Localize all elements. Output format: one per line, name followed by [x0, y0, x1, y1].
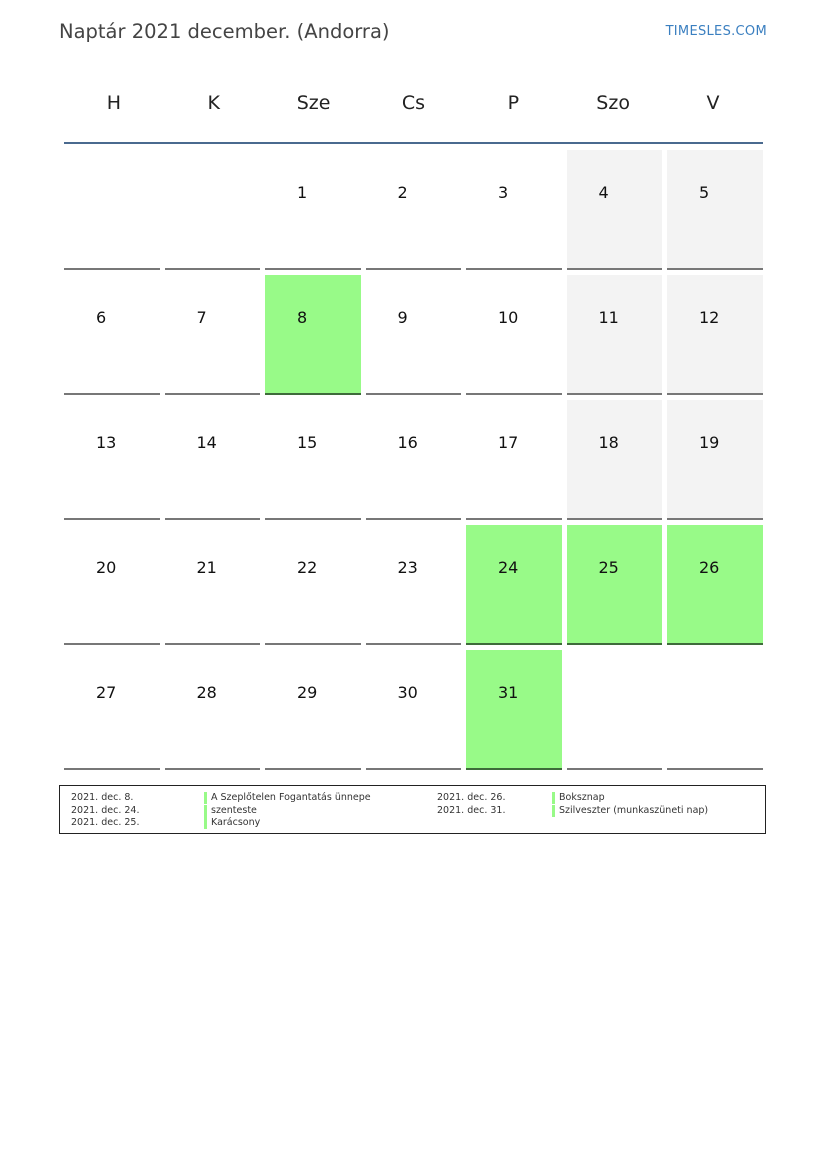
calendar-week-row — [64, 650, 763, 775]
day-number: 31 — [498, 683, 519, 702]
day-number: 17 — [498, 433, 519, 452]
day-number: 29 — [297, 683, 318, 702]
calendar-day-cell[interactable] — [667, 150, 763, 270]
calendar-day-cell[interactable] — [466, 400, 562, 520]
calendar-day-cell[interactable] — [567, 150, 663, 270]
calendar-day-cell[interactable] — [667, 400, 763, 520]
legend-holiday-name: A Szeplőtelen Fogantatás ünnepe — [211, 792, 371, 803]
day-number: 19 — [699, 433, 720, 452]
header-divider — [64, 142, 763, 144]
legend-date: 2021. dec. 31. — [437, 804, 506, 816]
legend-date: 2021. dec. 26. — [437, 792, 506, 803]
calendar-day-cell[interactable] — [366, 150, 462, 270]
weekday-label: V — [706, 92, 720, 114]
day-number: 2 — [397, 183, 408, 202]
calendar-day-cell[interactable] — [567, 275, 663, 395]
calendar-day-cell[interactable] — [466, 525, 562, 645]
calendar-day-cell[interactable] — [165, 400, 261, 520]
calendar-day-cell[interactable] — [466, 275, 562, 395]
weekday-label: Cs — [401, 92, 426, 114]
calendar-day-cell[interactable] — [667, 525, 763, 645]
weekday-label: Szo — [596, 92, 630, 114]
calendar-day-cell[interactable] — [366, 400, 462, 520]
day-number: 13 — [96, 433, 117, 452]
day-number: 14 — [196, 433, 217, 452]
weekday-label: Sze — [296, 92, 331, 114]
calendar-day-cell[interactable] — [567, 525, 663, 645]
calendar-day-cell[interactable] — [265, 400, 361, 520]
calendar-day-cell[interactable] — [265, 150, 361, 270]
day-number: 12 — [699, 308, 720, 327]
holiday-marker — [552, 805, 555, 817]
calendar-day-cell[interactable] — [366, 650, 462, 770]
legend-date: 2021. dec. 25. — [71, 817, 140, 828]
day-number: 15 — [297, 433, 318, 452]
calendar-day-cell[interactable] — [667, 275, 763, 395]
day-number: 27 — [96, 683, 117, 702]
weekday-header — [64, 80, 763, 130]
day-number: 5 — [699, 183, 710, 202]
day-number: 6 — [96, 308, 107, 327]
weekday-label: P — [507, 92, 520, 114]
day-number: 23 — [397, 558, 418, 577]
holiday-marker — [204, 805, 207, 817]
legend-holiday-name: Szilveszter (munkaszüneti nap) — [559, 804, 709, 816]
day-number: 8 — [297, 308, 308, 327]
page-title: Naptár 2021 december. (Andorra) — [59, 20, 390, 43]
legend-holiday-name: Boksznap — [559, 792, 605, 803]
legend-holiday-name: Karácsony — [211, 817, 261, 828]
calendar-empty-cell — [667, 650, 763, 770]
calendar-day-cell[interactable] — [265, 650, 361, 770]
legend-holiday-name: szenteste — [211, 804, 257, 816]
day-number: 4 — [598, 183, 609, 202]
legend-date: 2021. dec. 24. — [71, 804, 140, 816]
day-number: 22 — [297, 558, 318, 577]
calendar-day-cell[interactable] — [64, 650, 160, 770]
calendar-week-row — [64, 400, 763, 525]
calendar-day-cell[interactable] — [165, 650, 261, 770]
legend-date: 2021. dec. 8. — [71, 792, 134, 803]
calendar-day-cell[interactable] — [366, 525, 462, 645]
calendar-day-cell[interactable] — [64, 525, 160, 645]
calendar-empty-cell — [567, 650, 663, 770]
calendar-day-cell[interactable] — [165, 525, 261, 645]
day-number: 28 — [196, 683, 217, 702]
calendar-day-cell[interactable] — [265, 525, 361, 645]
day-number: 9 — [397, 308, 408, 327]
calendar-grid — [64, 150, 763, 775]
holiday-legend — [59, 785, 766, 834]
day-number: 21 — [196, 558, 217, 577]
calendar-week-row — [64, 275, 763, 400]
calendar-week-row — [64, 525, 763, 650]
calendar-day-cell[interactable] — [165, 275, 261, 395]
day-number: 10 — [498, 308, 519, 327]
calendar-week-row — [64, 150, 763, 275]
calendar-day-cell[interactable] — [64, 400, 160, 520]
holiday-marker — [552, 792, 555, 804]
day-number: 1 — [297, 183, 308, 202]
legend-dates-left — [71, 792, 139, 830]
day-number: 3 — [498, 183, 509, 202]
day-number: 18 — [598, 433, 619, 452]
calendar-day-cell[interactable] — [567, 400, 663, 520]
weekday-label: H — [106, 92, 122, 114]
calendar-day-cell[interactable] — [265, 275, 361, 395]
calendar-day-cell[interactable] — [64, 275, 160, 395]
legend-dates-right — [437, 792, 505, 817]
day-number: 24 — [498, 558, 519, 577]
holiday-marker — [204, 817, 207, 829]
weekday-label: K — [207, 92, 220, 114]
calendar-empty-cell — [165, 150, 261, 270]
day-number: 16 — [397, 433, 418, 452]
day-number: 7 — [196, 308, 207, 327]
legend-names-right — [552, 792, 708, 817]
holiday-marker — [204, 792, 207, 804]
day-number: 26 — [699, 558, 720, 577]
calendar-day-cell[interactable] — [466, 650, 562, 770]
calendar-day-cell[interactable] — [366, 275, 462, 395]
calendar-empty-cell — [64, 150, 160, 270]
day-number: 25 — [598, 558, 619, 577]
day-number: 30 — [397, 683, 418, 702]
brand-link[interactable]: TIMESLES.COM — [665, 24, 767, 39]
day-number: 20 — [96, 558, 117, 577]
legend-names-left — [204, 792, 371, 830]
calendar-day-cell[interactable] — [466, 150, 562, 270]
day-number: 11 — [598, 308, 619, 327]
